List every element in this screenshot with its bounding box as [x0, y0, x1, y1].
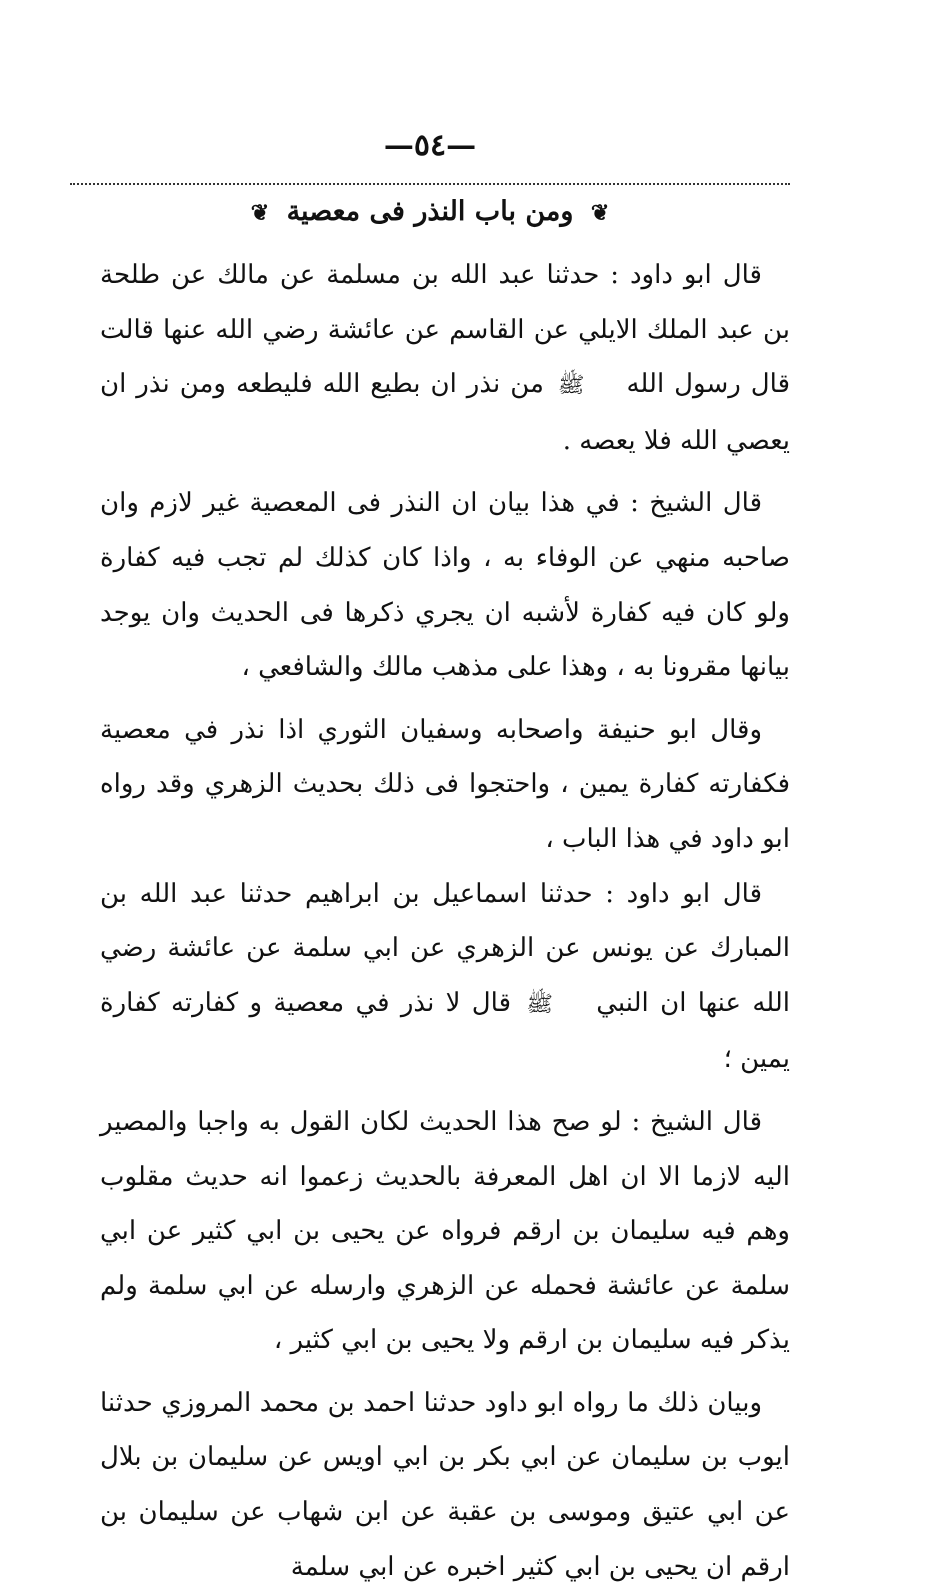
- paragraph-text: وبيان ذلك ما رواه ابو داود حدثنا احمد بن محمد المروزي حدثنا ايوب بن سليمان عن ابي بكر بن ابي اويس عن سليمان بن بلال عن ابي عتيق وموسى بن عقبة عن ابن شهاب عن سليمان بن ارقم ان يحيى بن ابي كثير اخبره عن ابي سلمة: [100, 1387, 790, 1582]
- section-title: ومن باب النذر فى معصية: [286, 196, 574, 227]
- paragraph-hadith-2: [100, 867, 790, 1087]
- paragraph-text: قال لا نذر في معصية و كفارته كفارة يمين ؛: [100, 987, 790, 1075]
- header-divider: [70, 183, 790, 185]
- salawat-icon: ﷺ: [557, 373, 585, 399]
- paragraph-text: وقال ابو حنيفة واصحابه وسفيان الثوري اذا نذر في معصية فكفارته كفارة يمين ، واحتجوا فى ذلك بحديث الزهري وقد رواه ابو داود في هذا الباب ،: [100, 714, 790, 854]
- salawat-icon: ﷺ: [526, 991, 553, 1017]
- paragraph-commentary-2: [100, 1095, 790, 1368]
- body-text: [100, 248, 790, 1594]
- paragraph-text: من نذر ان بطيع الله فليطعه ومن نذر ان يعصي الله فلا يعصه .: [100, 369, 790, 456]
- paragraph-explanation: [100, 1376, 790, 1594]
- section-heading: [70, 196, 790, 227]
- paragraph-commentary-1: [100, 476, 790, 694]
- paragraph-text: قال ابو داود : حدثنا عبد الله بن مسلمة عن مالك عن طلحة بن عبد الملك الايلي عن القاسم عن عائشة رضي الله عنها قالت قال رسول الله: [100, 260, 791, 400]
- ornament-left-icon: ❦: [250, 199, 270, 226]
- ornament-right-icon: ❦: [590, 199, 610, 226]
- paragraph-hanafi-view: [100, 703, 790, 867]
- paragraph-text: قال الشيخ : لو صح هذا الحديث لكان القول به واجبا والمصير اليه لازما الا ان اهل المعرفة بالحديث زعموا انه حديث مقلوب وهم فيه سليمان بن ارقم فرواه عن يحيى بن ابي كثير عن ابي سلمة عن عائشة فحمله عن الزهري وارسله عن ابي سلمة ولم يذكر فيه سليمان بن ارقم ولا يحيى بن ابي كثير ،: [100, 1106, 790, 1356]
- paragraph-hadith-1: [100, 248, 790, 468]
- paragraph-text: قال الشيخ : في هذا بيان ان النذر فى المعصية غير لازم وان صاحبه منهي عن الوفاء به ، واذا كان كذلك لم تجب فيه كفارة ولو كان فيه كفارة لأشبه ان يجري ذكرها فى الحديث وان يوجد بيانها مقرونا به ، وهذا على مذهب مالك والشافعي ،: [100, 488, 790, 683]
- paragraph-text: قال ابو داود : حدثنا اسماعيل بن ابراهيم حدثنا عبد الله بن المبارك عن يونس عن الزهري عن ابي سلمة عن عائشة رضي الله عنها ان النبي: [100, 878, 791, 1018]
- page-number: —٥٤—: [383, 128, 477, 163]
